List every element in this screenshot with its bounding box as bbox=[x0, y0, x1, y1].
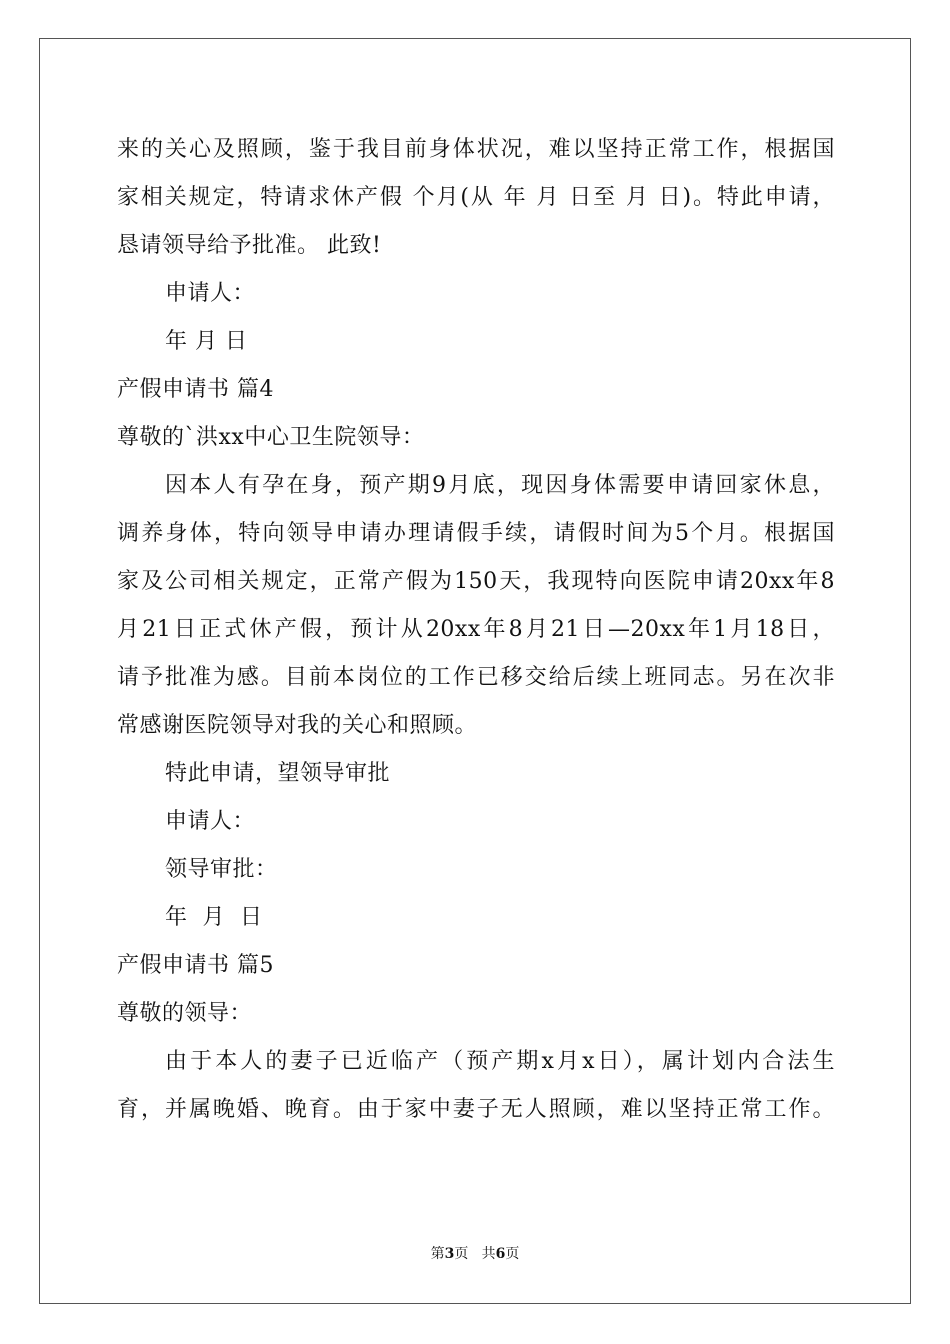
total-prefix: 共 bbox=[481, 1246, 496, 1262]
page-total: 6 bbox=[495, 1246, 506, 1262]
closing-line: 特此申请，望领导审批 bbox=[165, 761, 391, 786]
section-title: 产假申请书 篇4 bbox=[117, 377, 274, 402]
page-number: 3 bbox=[444, 1246, 455, 1262]
body-line: 由于本人的妻子已近临产（预产期x月x日），属计划内合法生 bbox=[165, 1049, 835, 1074]
body-line: 月21日正式休产假，预计从20xx年8月21日—20xx年1月18日， bbox=[117, 617, 835, 642]
section-title: 产假申请书 篇5 bbox=[117, 953, 274, 978]
total-suffix: 页 bbox=[505, 1246, 520, 1262]
body-line: 育，并属晚婚、晚育。由于家中妻子无人照顾，难以坚持正常工作。 bbox=[117, 1097, 835, 1122]
body-line: 因本人有孕在身，预产期9月底，现因身体需要申请回家休息， bbox=[165, 473, 835, 498]
date-line: 年 月 日 bbox=[165, 329, 248, 354]
page-prefix: 第 bbox=[430, 1246, 445, 1262]
applicant-label: 申请人： bbox=[165, 281, 256, 306]
page-suffix: 页 bbox=[454, 1246, 469, 1262]
salutation: 尊敬的`洪xx中心卫生院领导： bbox=[117, 425, 425, 450]
applicant-label: 申请人： bbox=[165, 809, 256, 834]
approval-label: 领导审批： bbox=[165, 857, 278, 882]
body-line: 家及公司相关规定，正常产假为150天，我现特向医院申请20xx年8 bbox=[117, 569, 835, 594]
document-body bbox=[117, 126, 835, 1134]
body-line: 来的关心及照顾，鉴于我目前身体状况，难以坚持正常工作，根据国 bbox=[117, 137, 835, 162]
salutation: 尊敬的领导： bbox=[117, 1001, 253, 1026]
body-line: 常感谢医院领导对我的关心和照顾。 bbox=[117, 713, 478, 738]
body-line: 请予批准为感。目前本岗位的工作已移交给后续上班同志。另在次非 bbox=[117, 665, 835, 690]
page-footer bbox=[0, 1244, 950, 1264]
body-line: 家相关规定，特请求休产假 个月(从 年 月 日至 月 日)。特此申请， bbox=[117, 185, 835, 210]
date-line: 年 月 日 bbox=[165, 905, 263, 930]
body-line: 调养身体，特向领导申请办理请假手续，请假时间为5个月。根据国 bbox=[117, 521, 835, 546]
body-line: 恳请领导给予批准。 此致! bbox=[117, 233, 382, 258]
